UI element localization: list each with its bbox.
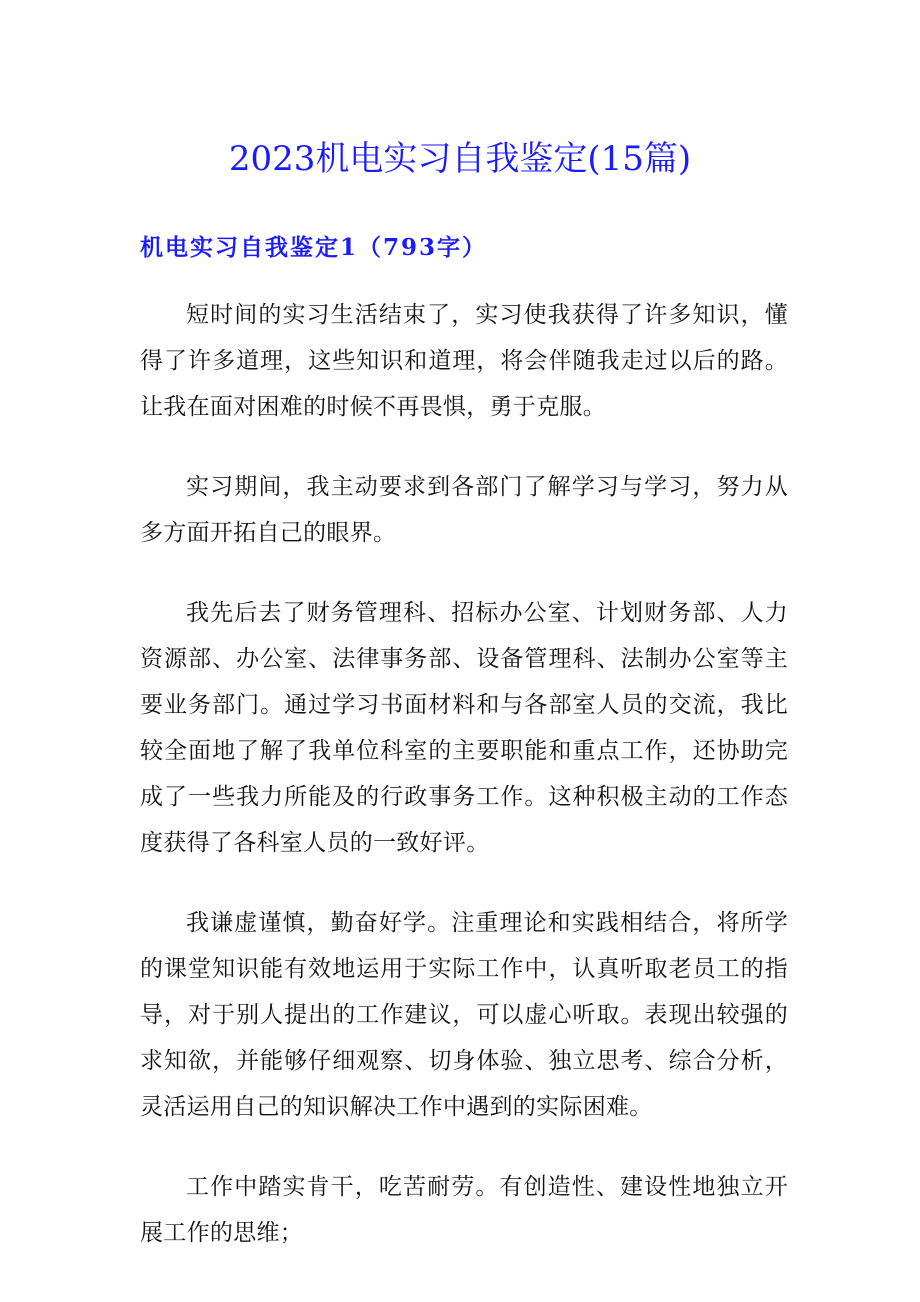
document-body [140, 292, 788, 1290]
paragraph: 短时间的实习生活结束了，实习使我获得了许多知识，懂得了许多道理，这些知识和道理，将会伴随我走过以后的路。让我在面对困难的时候不再畏惧，勇于克服。 [140, 302, 788, 420]
paragraph: 我先后去了财务管理科、招标办公室、计划财务部、人力资源部、办公室、法律事务部、设备管理科、法制办公室等主要业务部门。通过学习书面材料和与各部室人员的交流，我比较全面地了解了我单位科室的主要职能和重点工作，还协助完成了一些我力所能及的行政事务工作。这种积极主动的工作态度获得了各科室人员的一致好评。 [140, 600, 788, 856]
paragraph: 我谦虚谨慎，勤奋好学。注重理论和实践相结合，将所学的课堂知识能有效地运用于实际工作中，认真听取老员工的指导，对于别人提出的工作建议，可以虚心听取。表现出较强的求知欲，并能够仔细观察、切身体验、独立思考、综合分析，灵活运用自己的知识解决工作中遇到的实际困难。 [140, 910, 788, 1120]
paragraph: 工作中踏实肯干，吃苦耐劳。有创造性、建设性地独立开展工作的思维； [140, 1174, 788, 1246]
section-heading: 机电实习自我鉴定1（793字） [140, 234, 488, 261]
paragraph: 实习期间，我主动要求到各部门了解学习与学习，努力从多方面开拓自己的眼界。 [140, 474, 788, 546]
document-title: 2023机电实习自我鉴定(15篇) [228, 139, 692, 179]
